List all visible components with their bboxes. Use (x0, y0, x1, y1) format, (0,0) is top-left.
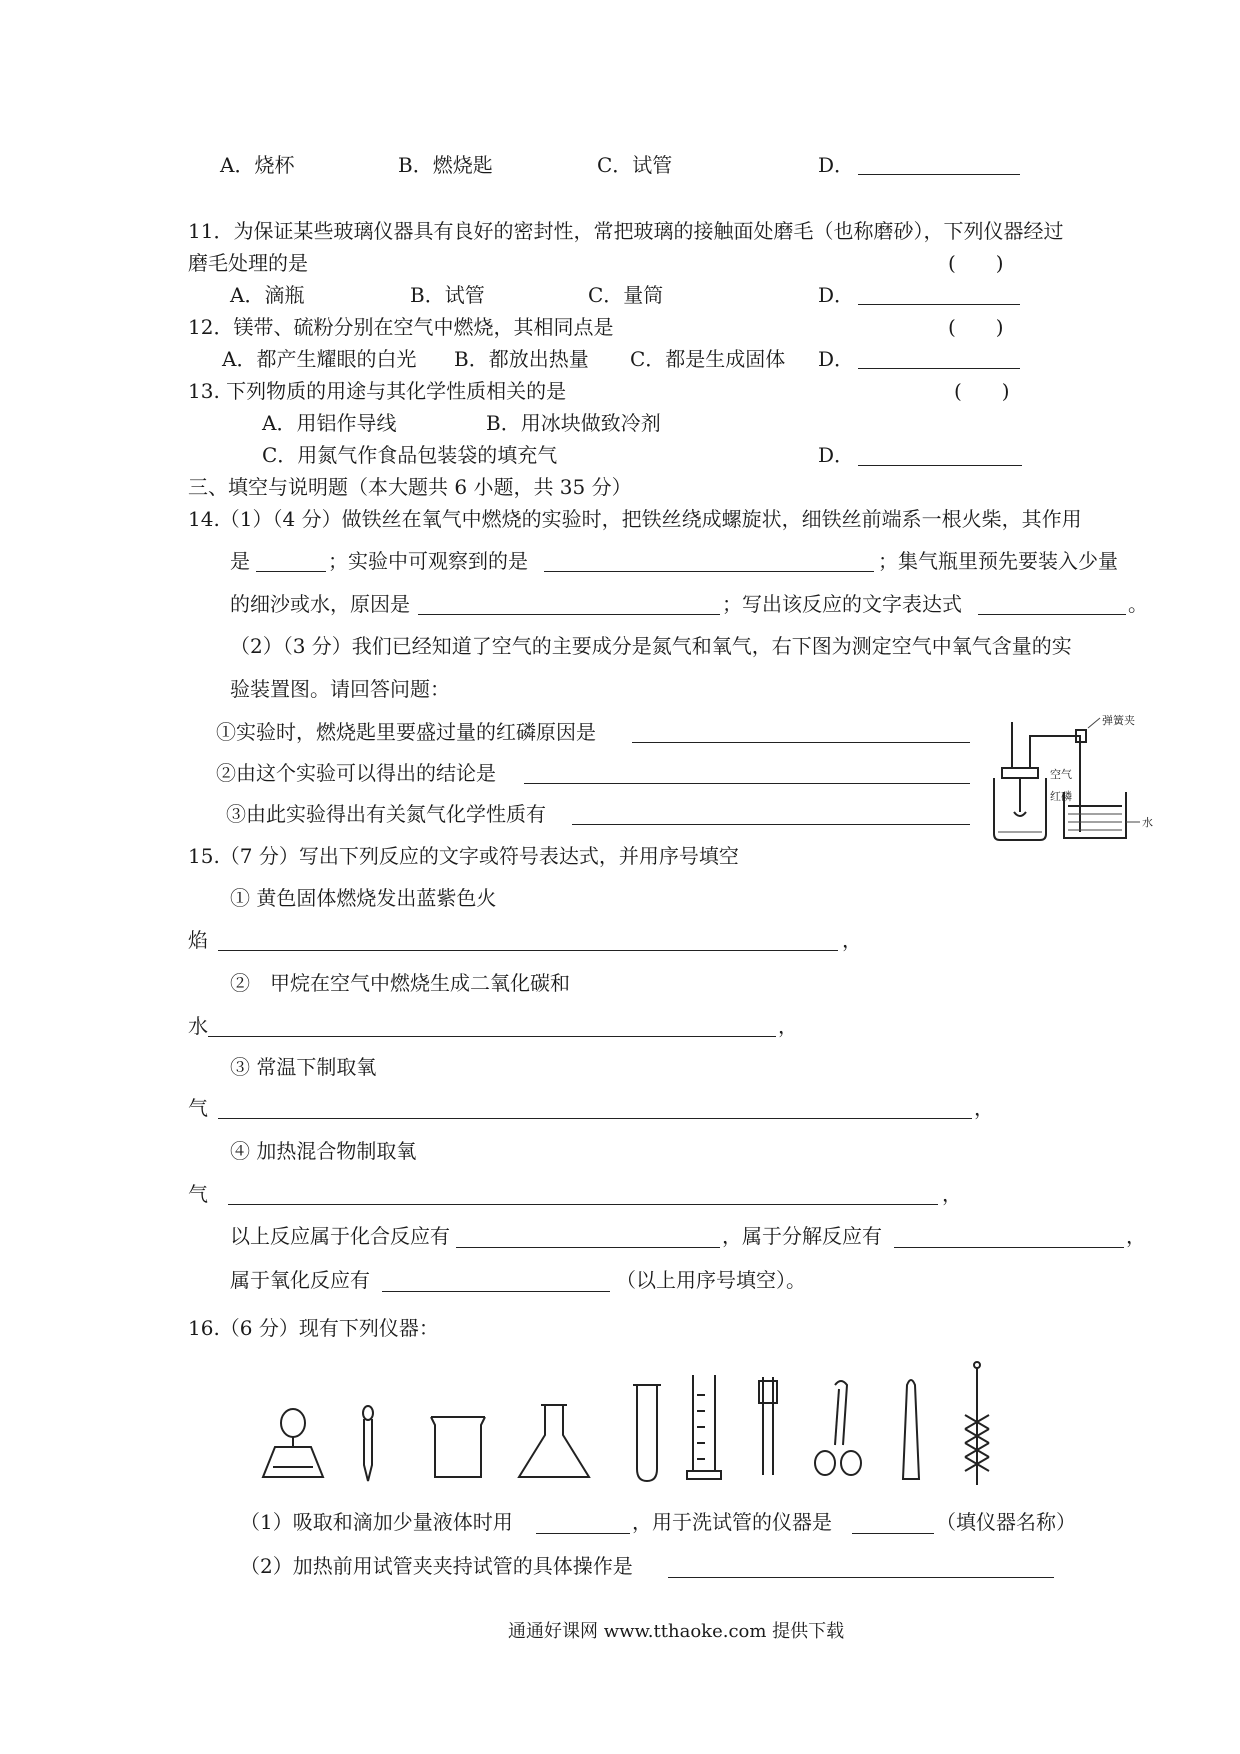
q16-stem: 16.（6 分）现有下列仪器： (188, 1316, 439, 1340)
q15-summary1b: ，属于分解反应有 (722, 1224, 882, 1248)
q13-option-a: A．用铝作导线 (262, 411, 397, 435)
q11-stem-line1: 11．为保证某些玻璃仪器具有良好的密封性，常把玻璃的接触面处磨毛（也称磨砂），下列仪器经过 (188, 219, 1064, 243)
section-heading: 三、填空与说明题（本大题共 6 小题，共 35 分） (188, 475, 632, 499)
lab-instruments-row (255, 1345, 1075, 1495)
q15-r1: ① 黄色固体燃烧发出蓝紫色火 (230, 886, 497, 910)
q14-blank-reason[interactable] (418, 614, 720, 615)
q13-stem: 13. 下列物质的用途与其化学性质相关的是 (188, 379, 567, 403)
q15-r4-comma: ， (942, 1182, 962, 1206)
q15-r3-comma: ， (974, 1096, 994, 1120)
q13-answer-bracket[interactable]: ( ) (954, 379, 1010, 403)
crucible-tongs-icon (815, 1381, 861, 1475)
q10-option-d: D． (818, 153, 855, 177)
q12-option-d: D． (818, 347, 855, 371)
test-tube-brush-icon (965, 1362, 989, 1485)
q14-sub3: ③由此实验得出有关氮气化学性质有 (226, 802, 546, 826)
test-tube-holder-icon (759, 1377, 777, 1475)
q11-stem-line2: 磨毛处理的是 (188, 251, 308, 275)
q11-option-b: B．试管 (410, 283, 485, 307)
q14-p2-line1: （2）（3 分）我们已经知道了空气的主要成分是氮气和氧气，右下图为测定空气中氧气含量的实 (230, 634, 1072, 658)
q13-option-d: D． (818, 443, 855, 467)
q15-blank-oxidation[interactable] (382, 1291, 610, 1292)
q15-blank-decomposition[interactable] (894, 1247, 1124, 1248)
q12-option-a: A．都产生耀眼的白光 (222, 347, 417, 371)
q12-stem: 12．镁带、硫粉分别在空气中燃烧，其相同点是 (188, 315, 614, 339)
q15-r3: ③ 常温下制取氧 (230, 1055, 377, 1079)
q15-r2: ② 甲烷在空气中燃烧生成二氧化碳和 (230, 971, 570, 995)
q14-p1-c: ；集气瓶里预先要装入少量 (878, 549, 1118, 573)
q14-p1-end: 。 (1128, 592, 1148, 616)
q10-option-a: A．烧杯 (220, 153, 295, 177)
q14-p1-a: 是 (230, 549, 250, 573)
q16-sub1c: （填仪器名称） (936, 1510, 1076, 1534)
label-phosphorus: 红磷 (1050, 791, 1072, 803)
q11-blank-d[interactable] (858, 304, 1020, 305)
q14-blank-sub1[interactable] (632, 742, 970, 743)
q12-answer-bracket[interactable]: ( ) (948, 315, 1004, 339)
q14-p1-line1: 14.（1）（4 分）做铁丝在氧气中燃烧的实验时，把铁丝绕成螺旋状，细铁丝前端系一根火柴，其作用 (188, 507, 1082, 531)
conical-flask-icon (519, 1405, 589, 1477)
q12-option-b: B．都放出热量 (454, 347, 589, 371)
q13-option-b: B．用冰块做致冷剂 (486, 411, 661, 435)
alcohol-lamp-icon (263, 1409, 323, 1477)
q10-blank-d[interactable] (858, 174, 1020, 175)
q15-r3b: 气 (188, 1096, 208, 1120)
q15-summary2b: （以上用序号填空）。 (616, 1268, 806, 1292)
beaker-icon (431, 1417, 485, 1477)
q11-option-c: C．量筒 (588, 283, 664, 307)
q15-r2-comma: ， (778, 1014, 798, 1038)
q15-summary1a: 以上反应属于化合反应有 (230, 1224, 450, 1248)
q15-summary2a: 属于氧化反应有 (230, 1268, 370, 1292)
q14-blank-match-purpose[interactable] (256, 571, 326, 572)
q15-blank-combination[interactable] (456, 1247, 720, 1248)
q14-sub2: ②由这个实验可以得出的结论是 (216, 761, 496, 785)
page-footer: 通通好课网 www.tthaoke.com 提供下载 (508, 1621, 845, 1642)
graduated-cylinder-icon (687, 1375, 721, 1479)
q15-r4: ④ 加热混合物制取氧 (230, 1139, 417, 1163)
q15-r4b: 气 (188, 1182, 208, 1206)
q15-summary1-comma: ， (1126, 1224, 1146, 1248)
q14-blank-sub3[interactable] (572, 824, 970, 825)
q15-blank-r1[interactable] (218, 950, 838, 951)
q14-blank-word-equation[interactable] (978, 614, 1126, 615)
q10-option-c: C．试管 (597, 153, 673, 177)
label-water: 水 (1142, 817, 1153, 829)
glass-rod-icon (903, 1380, 919, 1479)
q15-r1-comma: ， (842, 928, 862, 952)
q14-p1-e: ；写出该反应的文字表达式 (722, 592, 962, 616)
q14-blank-observation[interactable] (544, 571, 874, 572)
q10-option-b: B．燃烧匙 (398, 153, 493, 177)
label-air: 空气 (1050, 769, 1072, 781)
q16-sub1a: （1）吸取和滴加少量液体时用 (240, 1510, 513, 1534)
q15-blank-r4[interactable] (228, 1204, 938, 1205)
q12-blank-d[interactable] (858, 368, 1020, 369)
q14-p2-line2: 验装置图。请回答问题： (230, 677, 450, 701)
q14-p1-b: ；实验中可观察到的是 (328, 549, 528, 573)
q12-option-c: C．都是生成固体 (630, 347, 786, 371)
q11-option-a: A．滴瓶 (230, 283, 305, 307)
label-clamp: 弹簧夹 (1102, 715, 1135, 727)
q15-r2b: 水 (188, 1014, 208, 1038)
q16-blank-brush[interactable] (852, 1533, 934, 1534)
q13-blank-d[interactable] (858, 465, 1022, 466)
q16-sub1b: ，用于洗试管的仪器是 (632, 1510, 832, 1534)
q15-blank-r2[interactable] (208, 1036, 776, 1037)
q16-sub2: （2）加热前用试管夹夹持试管的具体操作是 (240, 1554, 633, 1578)
dropper-icon (363, 1406, 373, 1481)
q14-blank-sub2[interactable] (524, 783, 970, 784)
q15-r1b: 焰 (188, 928, 208, 952)
test-tube-icon (633, 1385, 661, 1481)
q15-blank-r3[interactable] (218, 1118, 972, 1119)
q14-sub1: ①实验时，燃烧匙里要盛过量的红磷原因是 (216, 720, 596, 744)
q13-option-c: C．用氮气作食品包装袋的填充气 (262, 443, 558, 467)
q11-option-d: D． (818, 283, 855, 307)
q11-answer-bracket[interactable]: ( ) (948, 251, 1004, 275)
q14-p1-d: 的细沙或水，原因是 (230, 592, 410, 616)
q15-stem: 15.（7 分）写出下列反应的文字或符号表达式，并用序号填空 (188, 844, 739, 868)
q16-blank-holder-operation[interactable] (668, 1577, 1054, 1578)
q16-blank-dropper[interactable] (536, 1533, 630, 1534)
oxygen-measurement-apparatus (984, 708, 1204, 848)
